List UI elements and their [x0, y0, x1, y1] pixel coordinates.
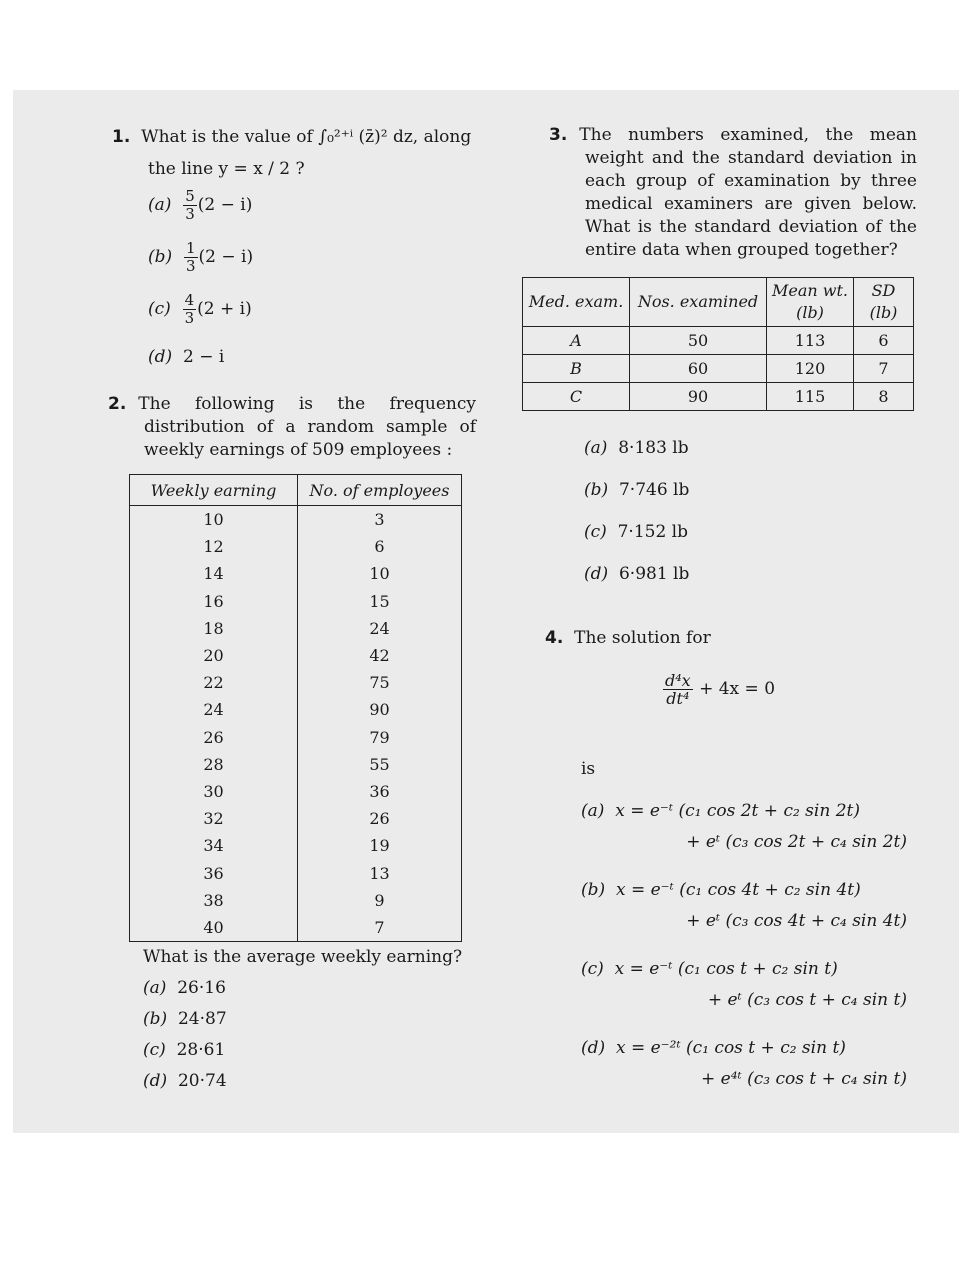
table-cell: 50: [630, 327, 767, 355]
q2-question: What is the average weekly earning?: [143, 947, 463, 967]
option-value: 28·61: [176, 1040, 226, 1060]
q4-option-b[interactable]: [581, 879, 907, 933]
option-value: 8·183 lb: [618, 438, 689, 458]
option-label: (c): [581, 959, 604, 979]
table-cell: 90: [630, 383, 767, 411]
employees-cell: 7: [298, 914, 462, 942]
option-label: (a): [143, 978, 167, 998]
table-cell: C: [523, 383, 630, 411]
question-text: What is the value of ∫₀²⁺ⁱ (z̄)² dz, along: [141, 127, 472, 147]
option-value: 26·16: [177, 978, 226, 998]
table-row: [130, 642, 462, 669]
q3-option-c[interactable]: [584, 521, 688, 544]
q2-option-c[interactable]: [143, 1039, 225, 1062]
earning-cell: 14: [130, 560, 298, 587]
earning-cell: 28: [130, 751, 298, 778]
table-cell: 115: [767, 383, 854, 411]
option-label: (d): [584, 564, 609, 584]
earnings-table: [129, 474, 462, 942]
employees-cell: 36: [298, 778, 462, 805]
table-row: [523, 327, 914, 355]
table-row: [130, 533, 462, 560]
table-row: [130, 615, 462, 642]
question-number: 4.: [545, 628, 564, 648]
option-label: (c): [143, 1040, 166, 1060]
employees-cell: 9: [298, 887, 462, 914]
earning-cell: 22: [130, 669, 298, 696]
q2-option-d[interactable]: [143, 1070, 227, 1093]
option-value: (2 + i): [197, 299, 252, 319]
question-text: The numbers examined, the mean: [579, 125, 917, 145]
option-value: 7·746 lb: [618, 480, 690, 500]
option-label: (c): [584, 522, 607, 542]
employees-cell: 13: [298, 859, 462, 886]
earning-cell: 32: [130, 805, 298, 832]
q1-option-a[interactable]: [148, 188, 252, 223]
option-value: 20·74: [177, 1071, 227, 1091]
option-label: (b): [143, 1009, 168, 1029]
earning-cell: 34: [130, 832, 298, 859]
earning-cell: 12: [130, 533, 298, 560]
option-label: (b): [148, 247, 173, 267]
table-cell: B: [523, 355, 630, 383]
table-row: [523, 355, 914, 383]
question-text: weight and the standard deviation in: [585, 148, 917, 168]
option-value: x = e⁻²ᵗ (c₁ cos t + c₂ sin t): [615, 1038, 846, 1058]
employees-cell: 79: [298, 724, 462, 751]
q2-option-a[interactable]: [143, 977, 226, 1000]
option-label: (a): [584, 438, 608, 458]
earning-cell: 38: [130, 887, 298, 914]
question-text: distribution of a random sample of: [144, 417, 476, 437]
question-1: [112, 126, 482, 181]
question-3: [549, 124, 917, 262]
option-value: (2 − i): [197, 195, 253, 215]
fraction: $\frac{5}{3}$: [185, 187, 195, 223]
employees-cell: 75: [298, 669, 462, 696]
column-header: Med. exam.: [523, 278, 630, 327]
is-text: is: [581, 759, 596, 779]
q3-option-a[interactable]: [584, 437, 689, 460]
q4-option-c[interactable]: [581, 958, 907, 1012]
employees-cell: 24: [298, 615, 462, 642]
earning-cell: 20: [130, 642, 298, 669]
employees-cell: 19: [298, 832, 462, 859]
table-cell: A: [523, 327, 630, 355]
table-row: [130, 506, 462, 534]
option-label: (d): [581, 1038, 606, 1058]
column-header: Mean wt. (lb): [767, 278, 854, 327]
option-value: 2 − i: [182, 347, 225, 367]
question-text: What is the standard deviation of the: [585, 217, 917, 237]
option-value-cont: + eᵗ (c₃ cos 4t + c₄ sin 4t): [686, 911, 907, 931]
table-row: [130, 751, 462, 778]
table-cell: 8: [854, 383, 914, 411]
q4-option-d[interactable]: [581, 1037, 907, 1091]
employees-cell: 6: [298, 533, 462, 560]
earning-cell: 36: [130, 859, 298, 886]
question-2: [108, 393, 476, 462]
table-row: [130, 805, 462, 832]
option-value: 24·87: [177, 1009, 227, 1029]
employees-cell: 26: [298, 805, 462, 832]
option-label: (c): [148, 299, 171, 319]
question-text: The following is the frequency: [138, 394, 476, 414]
option-value-cont: + eᵗ (c₃ cos 2t + c₄ sin 2t): [686, 832, 907, 852]
question-number: 2.: [108, 394, 127, 414]
table-cell: 113: [767, 327, 854, 355]
column-header: SD (lb): [854, 278, 914, 327]
earning-cell: 16: [130, 588, 298, 615]
exam-table: [522, 277, 914, 411]
derivative-fraction: $\frac{\text{d⁴x}}{\text{dt⁴}}$: [665, 671, 691, 708]
earning-cell: 26: [130, 724, 298, 751]
option-value: x = e⁻ᵗ (c₁ cos 2t + c₂ sin 2t): [615, 801, 860, 821]
table-cell: 7: [854, 355, 914, 383]
employees-cell: 90: [298, 696, 462, 723]
equation-rest: + 4x = 0: [699, 679, 776, 699]
table-row: [130, 778, 462, 805]
question-text-cont: the line y = x / 2 ?: [148, 159, 305, 179]
earning-cell: 24: [130, 696, 298, 723]
earning-cell: 18: [130, 615, 298, 642]
table-row: [130, 669, 462, 696]
option-label: (d): [143, 1071, 168, 1091]
table-row: [130, 914, 462, 942]
option-label: (a): [148, 195, 172, 215]
table-row: [130, 560, 462, 587]
question-text: each group of examination by three: [585, 171, 917, 191]
employees-cell: 3: [298, 506, 462, 534]
option-label: (a): [581, 801, 605, 821]
table-row: [130, 724, 462, 751]
option-value-cont: + e⁴ᵗ (c₃ cos t + c₄ sin t): [701, 1069, 907, 1089]
table-row: [523, 383, 914, 411]
differential-equation: [662, 672, 775, 707]
question-number: 1.: [112, 127, 131, 147]
earning-cell: 30: [130, 778, 298, 805]
employees-cell: 10: [298, 560, 462, 587]
question-text: weekly earnings of 509 employees :: [144, 440, 453, 460]
table-row: [130, 887, 462, 914]
table-row: [130, 859, 462, 886]
question-number: 3.: [549, 125, 568, 145]
question-text: entire data when grouped together?: [585, 240, 898, 260]
option-value-cont: + eᵗ (c₃ cos t + c₄ sin t): [707, 990, 907, 1010]
table-cell: 6: [854, 327, 914, 355]
q1-option-c[interactable]: [148, 292, 252, 327]
column-header: Nos. examined: [630, 278, 767, 327]
question-text: The solution for: [574, 628, 711, 648]
q3-option-d[interactable]: [584, 563, 689, 586]
option-label: (b): [584, 480, 609, 500]
option-value: x = e⁻ᵗ (c₁ cos t + c₂ sin t): [614, 959, 838, 979]
employees-cell: 55: [298, 751, 462, 778]
table-cell: 60: [630, 355, 767, 383]
employees-cell: 15: [298, 588, 462, 615]
table-cell: 120: [767, 355, 854, 383]
option-value: 7·152 lb: [617, 522, 688, 542]
option-value: (2 − i): [198, 247, 254, 267]
q3-option-b[interactable]: [584, 479, 689, 502]
q1-option-b[interactable]: [148, 240, 253, 275]
table-row: [130, 832, 462, 859]
option-label: (d): [148, 347, 173, 367]
question-4: [545, 627, 711, 650]
employees-cell: 42: [298, 642, 462, 669]
column-header: No. of employees: [298, 475, 462, 506]
fraction: $\frac{1}{3}$: [185, 239, 196, 275]
option-label: (b): [581, 880, 606, 900]
earning-cell: 40: [130, 914, 298, 942]
earning-cell: 10: [130, 506, 298, 534]
question-text: medical examiners are given below.: [585, 194, 917, 214]
q2-option-b[interactable]: [143, 1008, 227, 1031]
q1-option-d[interactable]: [148, 346, 224, 369]
table-row: [130, 588, 462, 615]
table-row: [130, 696, 462, 723]
fraction: $\frac{4}{3}$: [184, 291, 195, 327]
option-value: x = e⁻ᵗ (c₁ cos 4t + c₂ sin 4t): [615, 880, 861, 900]
column-header: Weekly earning: [130, 475, 298, 506]
option-value: 6·981 lb: [618, 564, 690, 584]
q4-option-a[interactable]: [581, 800, 907, 854]
